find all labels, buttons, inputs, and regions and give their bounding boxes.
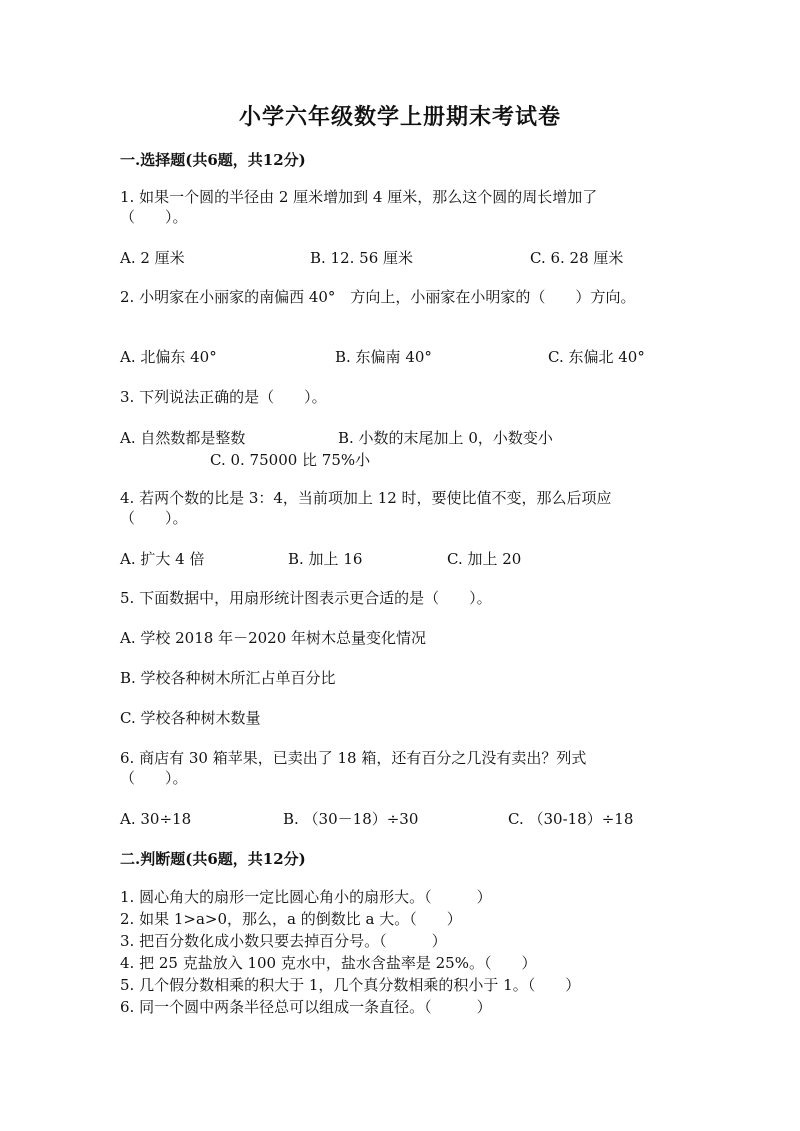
judge-item: 3. 把百分数化成小数只要去掉百分号。（ ） <box>120 932 447 950</box>
q6-option-b: B. （30－18）÷30 <box>283 810 419 828</box>
q6-option-c: C. （30-18）÷18 <box>508 810 634 828</box>
q1-option-a: A. 2 厘米 <box>120 249 185 267</box>
q1-text-cont: （ ）。 <box>120 208 188 226</box>
q4-option-a: A. 扩大 4 倍 <box>120 550 205 568</box>
judge-item: 6. 同一个圆中两条半径总可以组成一条直径。（ ） <box>120 998 492 1016</box>
q3-option-c: C. 0. 75000 比 75%小 <box>210 451 371 469</box>
section2-heading: 二.判断题(共6题，共12分) <box>120 850 306 868</box>
judge-item: 2. 如果 1>a>0，那么，a 的倒数比 a 大。（ ） <box>120 910 462 928</box>
q4-text: 4. 若两个数的比是 3：4，当前项加上 12 时，要使比值不变，那么后项应 <box>120 489 612 507</box>
q4-text-cont: （ ）。 <box>120 509 188 527</box>
page-title: 小学六年级数学上册期末考试卷 <box>238 104 561 130</box>
q1-option-b: B. 12. 56 厘米 <box>310 249 414 267</box>
judge-item: 5. 几个假分数相乘的积大于 1，几个真分数相乘的积小于 1。（ ） <box>120 976 581 994</box>
q1-option-c: C. 6. 28 厘米 <box>530 249 624 267</box>
q5-text: 5. 下面数据中，用扇形统计图表示更合适的是（ ）。 <box>120 589 492 607</box>
q3-text: 3. 下列说法正确的是（ ）。 <box>120 388 327 406</box>
q4-option-b: B. 加上 16 <box>288 550 363 568</box>
judge-item: 4. 把 25 克盐放入 100 克水中，盐水含盐率是 25%。（ ） <box>120 954 537 972</box>
judge-item: 1. 圆心角大的扇形一定比圆心角小的扇形大。（ ） <box>120 888 492 906</box>
q6-text-cont: （ ）。 <box>120 769 188 787</box>
q2-option-c: C. 东偏北 40° <box>548 348 645 366</box>
q3-option-a: A. 自然数都是整数 <box>120 429 246 447</box>
q2-option-a: A. 北偏东 40° <box>120 348 217 366</box>
q2-text: 2. 小明家在小丽家的南偏西 40° 方向上，小丽家在小明家的（ ）方向。 <box>120 288 636 306</box>
q1-text: 1. 如果一个圆的半径由 2 厘米增加到 4 厘米，那么这个圆的周长增加了 <box>120 188 598 206</box>
q5-option-a: A. 学校 2018 年－2020 年树木总量变化情况 <box>120 629 427 647</box>
q4-option-c: C. 加上 20 <box>447 550 522 568</box>
q6-text: 6. 商店有 30 箱苹果，已卖出了 18 箱，还有百分之几没有卖出？列式 <box>120 749 587 767</box>
q3-option-b: B. 小数的末尾加上 0，小数变小 <box>338 429 553 447</box>
q6-option-a: A. 30÷18 <box>120 810 192 828</box>
q2-option-b: B. 东偏南 40° <box>335 348 432 366</box>
q5-option-c: C. 学校各种树木数量 <box>120 709 261 727</box>
q5-option-b: B. 学校各种树木所汇占单百分比 <box>120 669 336 687</box>
section1-heading: 一.选择题(共6题，共12分) <box>120 151 306 169</box>
